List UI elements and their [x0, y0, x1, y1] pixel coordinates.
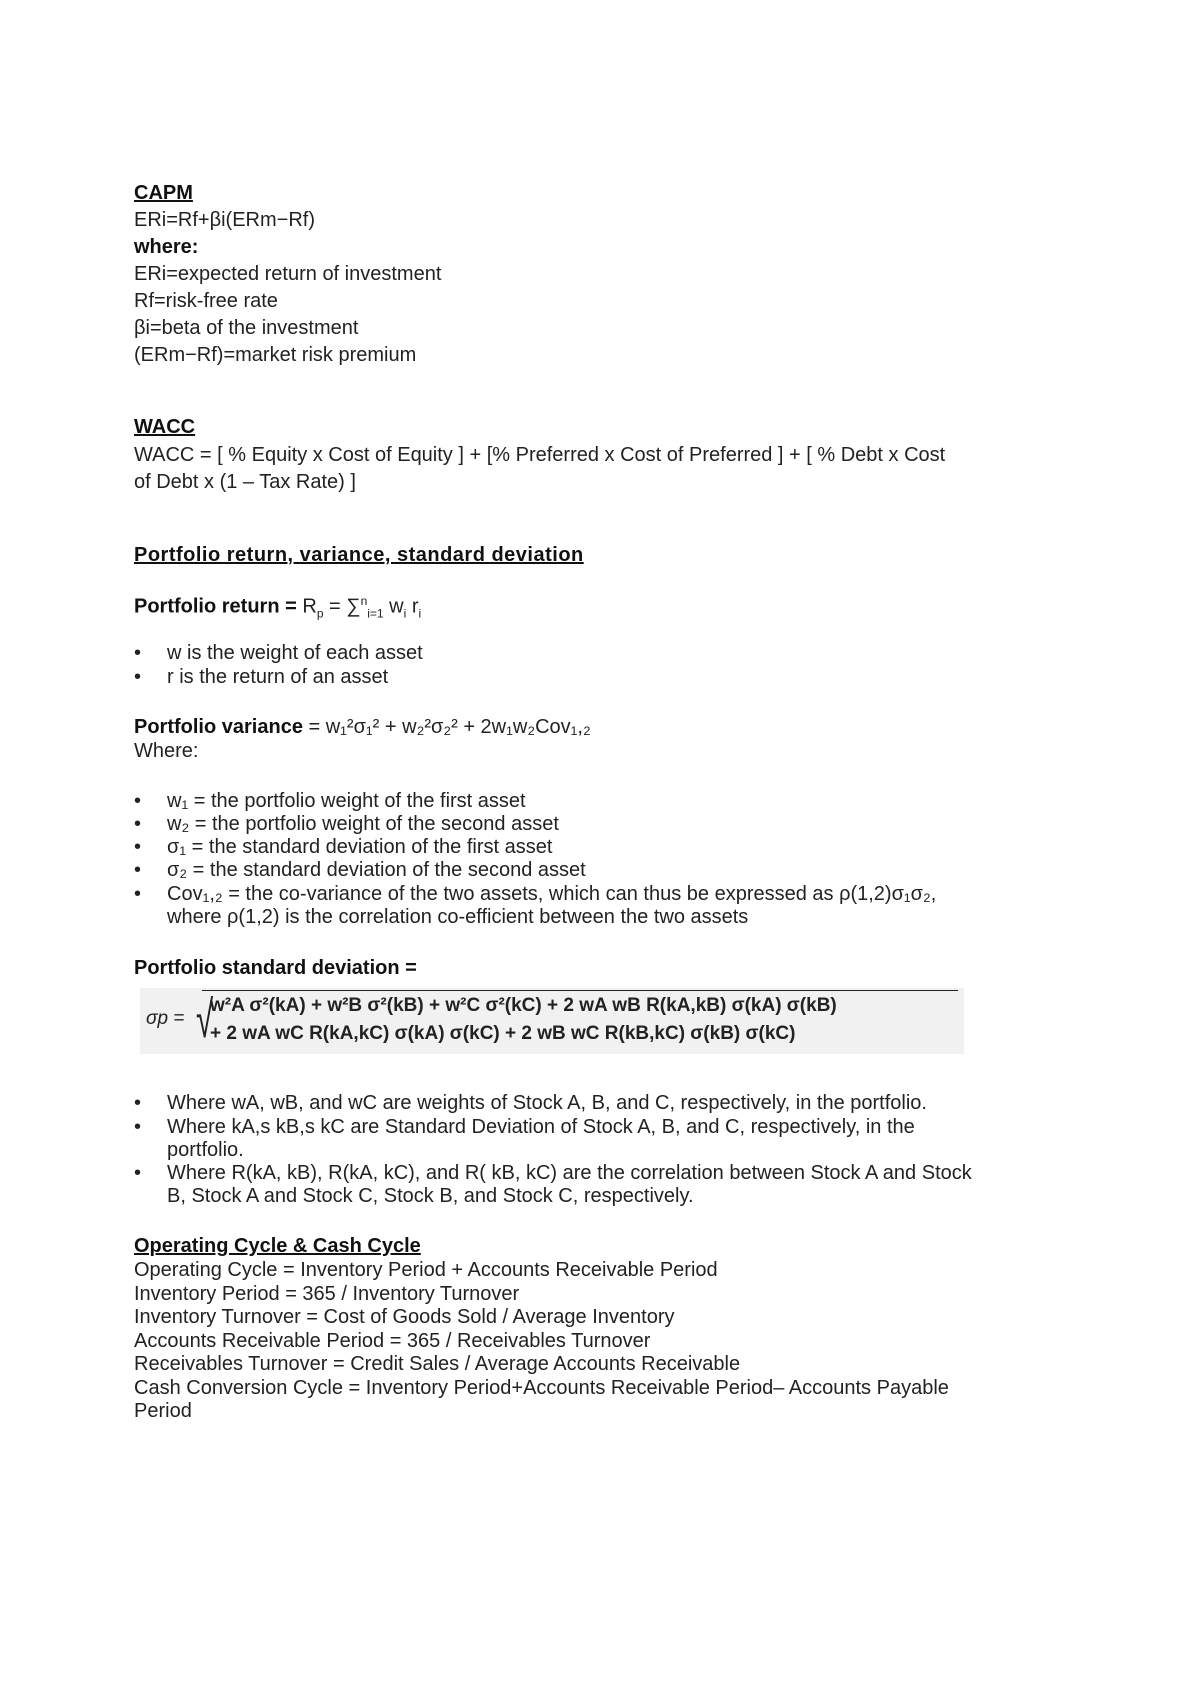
bullet-text: r is the return of an asset	[167, 666, 389, 688]
wacc-heading: WACC	[134, 416, 196, 438]
sd-lhs: σp =	[146, 1008, 185, 1029]
bullet-continuation: portfolio.	[167, 1139, 244, 1161]
portfolio-variance	[134, 715, 591, 739]
cycle-line: Accounts Receivable Period = 365 / Receivables Turnover	[134, 1330, 651, 1352]
portfolio-return-label: Portfolio return =	[134, 595, 297, 618]
formula-part: r	[406, 595, 419, 618]
bullet-item: • σ₁ = the standard deviation of the first asset	[134, 836, 553, 858]
formula-part: i	[403, 606, 407, 621]
bullet-text: w is the weight of each asset	[167, 642, 423, 664]
bullet-text: σ₁ = the standard deviation of the first asset	[167, 836, 553, 858]
formula-part: i	[418, 606, 422, 621]
portfolio-return	[134, 589, 421, 626]
bullet-text: Cov₁,₂ = the co-variance of the two assets, which can thus be expressed as ρ(1,2)σ₁σ₂,	[167, 883, 937, 905]
bullet-text: Where R(kA, kB), R(kA, kC), and R( kB, kC) are the correlation between Stock A and Stock	[167, 1162, 972, 1184]
capm-def: Rf=risk-free rate	[134, 290, 278, 312]
bullet-item: • Where R(kA, kB), R(kA, kC), and R( kB, kC) are the correlation between Stock A and Stock	[134, 1162, 972, 1184]
formula-part: R	[302, 595, 317, 618]
bullet-text: w₂ = the portfolio weight of the second asset	[167, 813, 559, 835]
cycle-line: Receivables Turnover = Credit Sales / Average Accounts Receivable	[134, 1353, 741, 1375]
bullet-item: • σ₂ = the standard deviation of the second asset	[134, 859, 586, 881]
bullet-item: • w₁ = the portfolio weight of the first asset	[134, 790, 526, 812]
wacc-formula-line2: of Debt x (1 – Tax Rate) ]	[134, 471, 356, 493]
sd-row1: w²A σ²(kA) + w²B σ²(kB) + w²C σ²(kC) + 2 wA wB R(kA,kB) σ(kA) σ(kB)	[210, 995, 837, 1016]
bullet-text: Where kA,s kB,s kC are Standard Deviation of Stock A, B, and C, respectively, in the	[167, 1116, 915, 1138]
portfolio-sd-label: Portfolio standard deviation =	[134, 957, 417, 979]
capm-def: ERi=expected return of investment	[134, 263, 442, 285]
wacc-formula-line1: WACC = [ % Equity x Cost of Equity ] + [% Preferred x Cost of Preferred ] + [ % Debt x Cost	[134, 444, 946, 466]
portfolio-heading: Portfolio return, variance, standard deviation	[134, 544, 584, 566]
variance-formula: = w₁²σ₁² + w₂²σ₂² + 2w₁w₂Cov₁,₂	[308, 716, 591, 738]
bullet-text: σ₂ = the standard deviation of the second asset	[167, 859, 586, 881]
cycle-line: Operating Cycle = Inventory Period + Accounts Receivable Period	[134, 1259, 718, 1281]
cycle-heading: Operating Cycle & Cash Cycle	[134, 1235, 421, 1257]
bullet-continuation: B, Stock A and Stock C, Stock B, and Stock C, respectively.	[167, 1185, 694, 1207]
formula-part: n	[360, 594, 368, 608]
sd-row2: + 2 wA wC R(kA,kC) σ(kA) σ(kC) + 2 wB wC R(kB,kC) σ(kB) σ(kC)	[210, 1023, 796, 1044]
portfolio-variance-label: Portfolio variance	[134, 716, 303, 738]
bullet-item: • r is the return of an asset	[134, 666, 389, 688]
capm-def: (ERm−Rf)=market risk premium	[134, 344, 417, 366]
capm-formula: ERi=Rf+βi(ERm−Rf)	[134, 209, 315, 231]
radicand	[202, 990, 958, 1049]
formula-part: w	[383, 595, 404, 618]
capm-heading: CAPM	[134, 182, 193, 204]
where-label: Where:	[134, 740, 199, 762]
bullet-item: • w is the weight of each asset	[134, 642, 423, 664]
formula-part: = ∑	[323, 595, 361, 618]
bullet-text: w₁ = the portfolio weight of the first asset	[167, 790, 526, 812]
bullet-item: • Cov₁,₂ = the co-variance of the two assets, which can thus be expressed as ρ(1,2)σ₁σ₂,	[134, 883, 937, 905]
capm-def: βi=beta of the investment	[134, 317, 359, 339]
capm-where: where:	[134, 236, 199, 258]
cycle-line: Inventory Period = 365 / Inventory Turnover	[134, 1283, 520, 1305]
radical-sign-icon: √	[196, 991, 214, 1049]
sd-equation-image	[140, 988, 964, 1054]
bullet-text: Where wA, wB, and wC are weights of Stock A, B, and C, respectively, in the portfolio.	[167, 1092, 927, 1114]
cycle-line: Cash Conversion Cycle = Inventory Period+Accounts Receivable Period– Accounts Payable	[134, 1377, 949, 1399]
formula-part: i=1	[367, 606, 384, 621]
bullet-item: • Where kA,s kB,s kC are Standard Deviation of Stock A, B, and C, respectively, in the	[134, 1116, 915, 1138]
bullet-item: • w₂ = the portfolio weight of the second asset	[134, 813, 559, 835]
bullet-item: • Where wA, wB, and wC are weights of Stock A, B, and C, respectively, in the portfolio.	[134, 1092, 927, 1114]
cycle-line: Inventory Turnover = Cost of Goods Sold / Average Inventory	[134, 1306, 675, 1328]
formula-part: p	[316, 606, 324, 621]
bullet-continuation: where ρ(1,2) is the correlation co-efficient between the two assets	[167, 906, 749, 928]
cycle-line: Period	[134, 1400, 192, 1422]
